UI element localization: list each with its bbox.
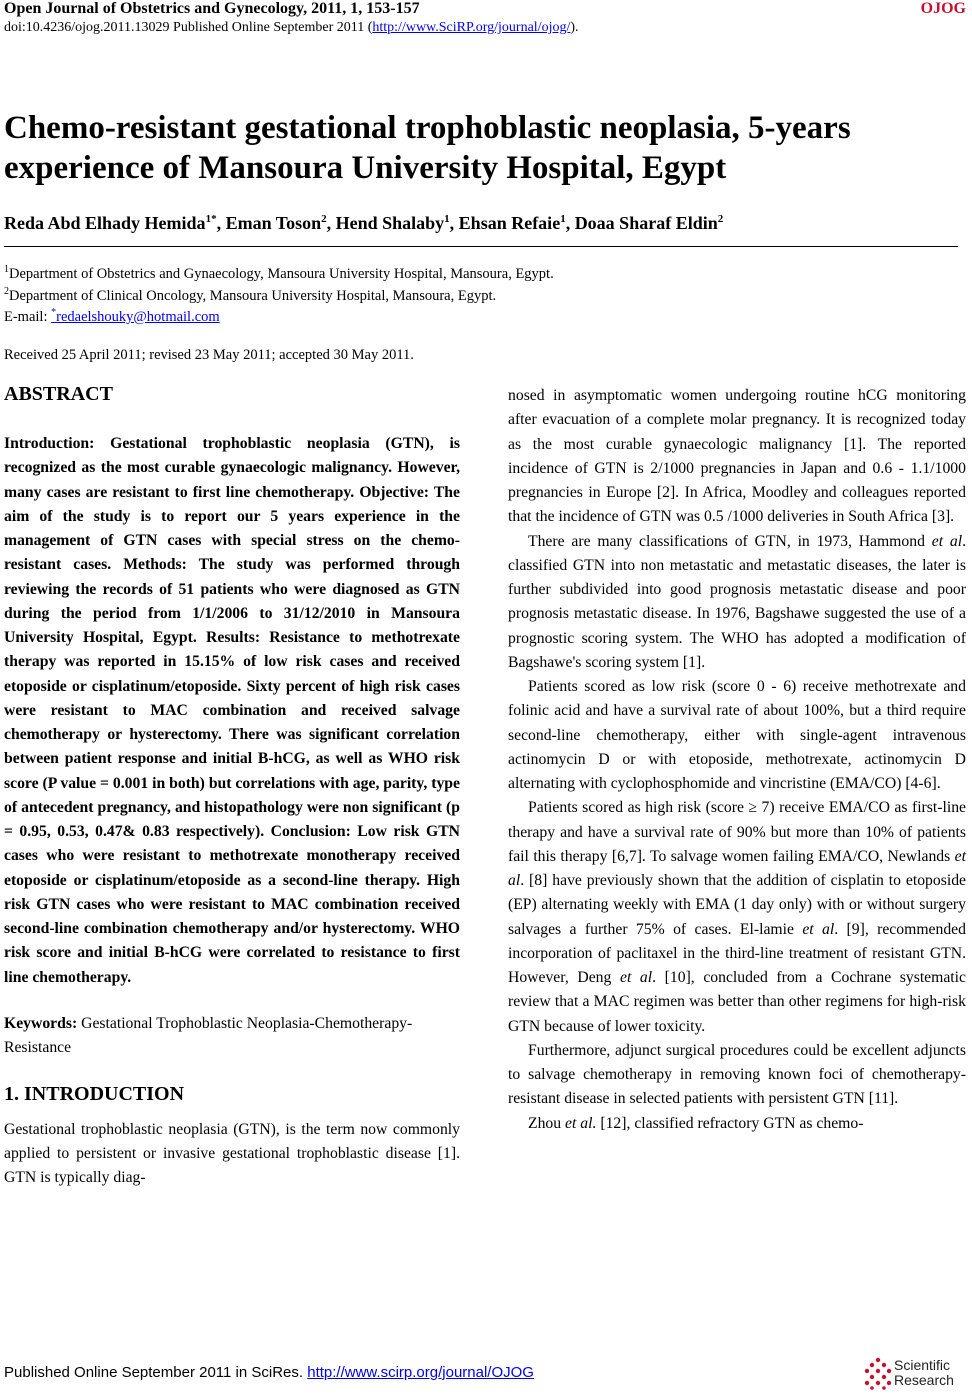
paragraph: Zhou et al. [12], classified refractory GTN as chemo- [528, 1114, 864, 1132]
journal-link[interactable]: http://www.SciRP.org/journal/ojog/ [372, 20, 571, 35]
title-divider [4, 246, 958, 247]
author: Eman Toson$^2$, [225, 213, 336, 233]
author-list [4, 213, 723, 234]
publisher-logo [864, 1356, 964, 1392]
paragraph: Gestational trophoblastic neoplasia (GTN), is the term now commonly applied to persistent or invasive gestational trophoblastic disease [1]. GTN is typically diag- [4, 1120, 460, 1187]
journal-tag: OJOG [920, 0, 966, 17]
abstract-heading: ABSTRACT [4, 383, 113, 405]
publisher-logo-icon [864, 1356, 892, 1390]
affiliation: $^1$Department of Obstetrics and Gynaecology, Mansoura University Hospital, Mansoura, Egypt. [4, 264, 554, 282]
paragraph: Patients scored as high risk (score ≥ 7) receive EMA/CO as first-line therapy and have a survival rate of 90% but more than 10% of patients fail this therapy [6,7]. To salvage women failing EMA/CO, Newlands et al. [8] have previously shown that the addition of cisplatin to etoposide (EP) alternating weekly with EMA (1 day only) with or without surgery salvages a further 75% of cases. El-lamie et al. [9], recommended incorporation of paclitaxel in the third-line treatment of resistant GTN. However, Deng et al. [10], concluded from a Cochrane systematic review that a MAC regimen was better than other regimens for high-risk GTN because of lower toxicity. [508, 799, 966, 1035]
doi-text: doi:10.4236/ojog.2011.13029 Published Online September 2011 ( [4, 20, 373, 35]
paragraph: nosed in asymptomatic women undergoing routine hCG monitoring after evacuation of a complete molar pregnancy. It is recognized today as the most curable gynaecologic malignancy [1]. The reported incidence of GTN is 2/1000 pregnancies in Japan and 0.6 - 1.1/1000 pregnancies in Europe [2]. In Africa, Moodley and colleagues reported that the incidence of GTN was 0.5 /1000 deliveries in South Africa [3]. [508, 387, 966, 526]
publisher-logo-text: Scientific Research [894, 1357, 954, 1388]
section-heading: 1. INTRODUCTION [4, 1082, 185, 1105]
paragraph: There are many classifications of GTN, in 1973, Hammond et al. classified GTN into non metastatic and metastatic diseases, the later is further subdivided into good prognosis metastatic disease and poor prognosis metastatic disease. In 1976, Bagshawe suggested the use of a prognostic scoring system. The WHO has adopted a modification of Bagshawe's scoring system [1]. [508, 532, 966, 671]
received-dates: Received 25 April 2011; revised 23 May 2011; accepted 30 May 2011. [4, 347, 414, 363]
paragraph: Patients scored as low risk (score 0 - 6) receive methotrexate and folinic acid and have a survival rate of about 100%, but a third require second-line chemotherapy, either with single-agent intravenous actinomycin D or with etoposide, methotrexate, actinomycin D alternating with cyclophosphomide and vincristine (EMA/CO) [4-6]. [508, 678, 966, 792]
footer: Published Online September 2011 in SciRes. http://www.scirp.org/journal/OJOG [4, 1364, 534, 1381]
doi-line [4, 20, 579, 36]
keywords: Keywords: Gestational Trophoblastic Neoplasia-Chemotherapy-Resistance [4, 1014, 413, 1056]
email-line: E-mail: *redaelshouky@hotmail.com [4, 307, 220, 325]
paper-title: Chemo-resistant gestational trophoblastic neoplasia, 5-years experience of Mansoura University Hospital, Egypt [4, 110, 851, 186]
paragraph: Furthermore, adjunct surgical procedures could be excellent adjuncts to salvage chemotherapy in removing known foci of chemotherapy-resistant disease in selected patients with persistent GTN [11]. [508, 1041, 966, 1108]
affiliation: $^2$Department of Clinical Oncology, Mansoura University Hospital, Mansoura, Egypt. [4, 286, 497, 304]
right-column [508, 384, 966, 1136]
email-link[interactable]: *redaelshouky@hotmail.com [51, 307, 220, 325]
author: Reda Abd Elhady Hemida$^{1*}$, [4, 213, 226, 233]
journal-citation: Open Journal of Obstetrics and Gynecology, 2011, 1, 153-157 [4, 0, 420, 17]
footer-link[interactable]: http://www.scirp.org/journal/OJOG [307, 1364, 534, 1381]
author: Doaa Sharaf Eldin$^2$ [574, 213, 724, 233]
left-column [4, 380, 460, 1191]
author: Hend Shalaby$^1$, [335, 213, 459, 233]
abstract-body: Introduction: Gestational trophoblastic neoplasia (GTN), is recognized as the most curable gynaecologic malignancy. However, many cases are resistant to first line chemotherapy. Objective: The aim of the study is to report our 5 years experience in the management of GTN cases with special stress on the chemo-resistant cases. Methods: The study was performed through reviewing the records of 51 patients who were diagnosed as GTN during the period from 1/1/2006 to 31/12/2010 in Mansoura University Hospital, Egypt. Results: Resistance to methotrexate therapy was reported in 15.15% of low risk cases and received etoposide or cisplatinum/etoposide. Sixty percent of high risk cases were resistant to MAC combination and received salvage chemotherapy or hysterectomy. There was significant correlation between patient response and initial B-hCG, as well as WHO risk score (P value = 0.001 in both) but correlations with age, parity, type of antecedent pregnancy, and histopathology were non significant (p = 0.95, 0.53, 0.47& 0.83 respectively). Conclusion: Low risk GTN cases who were resistant to methotrexate monotherapy received etoposide or cisplatinum/etoposide as a second-line therapy. High risk GTN cases who were resistant to MAC combination received second-line combination chemotherapy and/or hysterectomy. WHO risk score and initial B-hCG were correlated to resistance to first line chemotherapy. [4, 435, 460, 986]
author: Ehsan Refaie$^1$, [458, 213, 575, 233]
doi-suffix: ). [570, 20, 579, 35]
